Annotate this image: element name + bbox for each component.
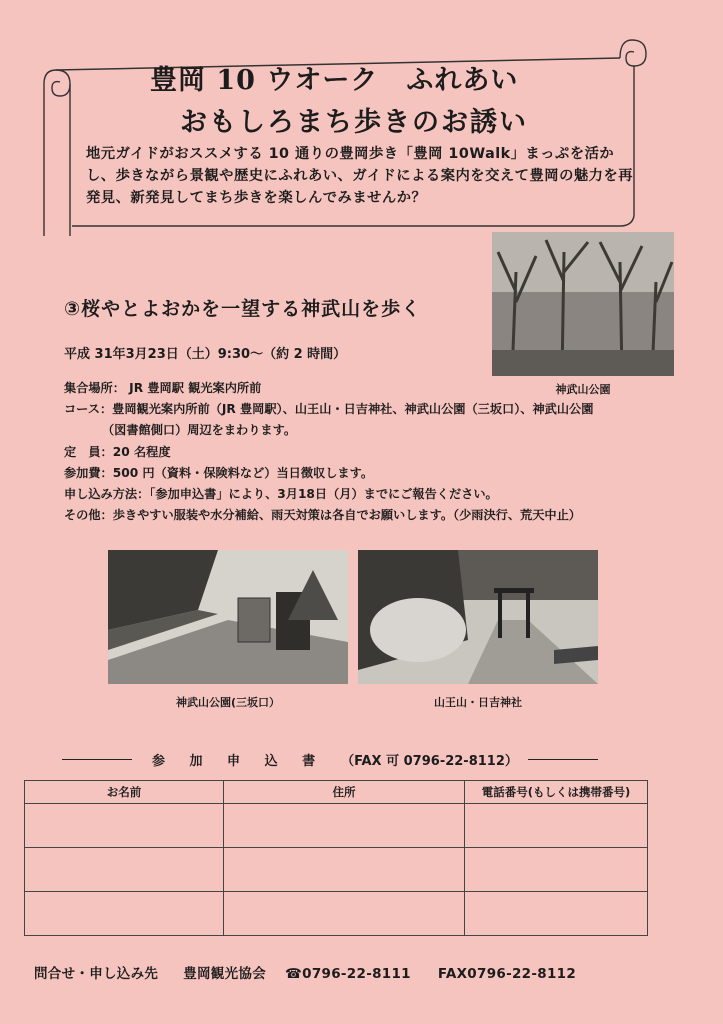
event-title: ③桜やとよおかを一望する神武山を歩く [64, 298, 422, 320]
phone-field[interactable] [465, 804, 648, 848]
photo-caption-top: 神武山公園 [555, 383, 611, 396]
form-title: 参 加 申 込 書 [152, 754, 326, 769]
phone-field[interactable] [465, 848, 648, 892]
meeting-place: 集合場所： JR 豊岡駅 観光案内所前 [64, 381, 262, 395]
column-address: 住所 [224, 781, 465, 804]
banner-title-line1: 豊岡 10 ウオーク ふれあい [150, 65, 519, 96]
application-method: 申し込み方法：「参加申込書」により、3月18日（月）までにご報告ください。 [64, 487, 498, 502]
column-name: お名前 [25, 781, 224, 804]
form-fax: （FAX 可 0796-22-8112） [341, 754, 518, 769]
table-row [25, 892, 648, 936]
misaka-entrance-photo [108, 550, 348, 684]
hiyoshi-shrine-photo [358, 550, 598, 684]
column-phone: 電話番号(もしくは携帯番号) [465, 781, 648, 804]
name-field[interactable] [25, 804, 224, 848]
contact-label: 問合せ・申し込み先 [34, 966, 159, 982]
name-field[interactable] [25, 892, 224, 936]
address-field[interactable] [224, 892, 465, 936]
table-header-row [25, 781, 648, 804]
banner-intro-text: 地元ガイドがおススメする 10 通りの豊岡歩き「豊岡 10Walk」まっぷを活かし、歩きながら景観や歴史にふれあい、ガイドによる案内を交えて豊岡の魅力を再発見、新発見してまち歩きを楽しんでみませんか？ [86, 146, 634, 206]
course-line1: コース：豊岡観光案内所前（JR 豊岡駅）、山王山・日吉神社、神武山公園（三坂口）、神武山公園 [64, 402, 594, 417]
contact-footer [34, 962, 576, 982]
other-notes: その他：歩きやすい服装や水分補給、雨天対策は各自でお願いします。（少雨決行、荒天中止） [64, 508, 581, 523]
name-field[interactable] [25, 848, 224, 892]
phone-field[interactable] [465, 892, 648, 936]
table-row [25, 804, 648, 848]
fee: 参加費：500 円（資料・保険料など）当日徴収します。 [64, 465, 374, 480]
contact-org: 豊岡観光協会 [183, 966, 267, 982]
form-heading [62, 750, 622, 769]
photo-caption-right: 山王山・日吉神社 [434, 696, 522, 709]
address-field[interactable] [224, 848, 465, 892]
jinmuyama-park-photo [492, 232, 674, 376]
application-form-table [24, 780, 648, 936]
table-row [25, 848, 648, 892]
address-field[interactable] [224, 804, 465, 848]
banner-title-line2: おもしろまち歩きのお誘い [180, 107, 528, 138]
heading-rule-left [62, 759, 132, 761]
event-details [64, 378, 674, 526]
capacity: 定 員：20 名程度 [64, 444, 171, 459]
heading-rule-right [528, 759, 598, 761]
course-line2: （図書館側口）周辺をまわります。 [102, 423, 297, 438]
contact-tel: ☎0796-22-8111 [285, 966, 411, 982]
event-date: 平成 31年3月23日（土）9:30～（約 2 時間） [64, 347, 347, 362]
photo-caption-left: 神武山公園(三坂口） [175, 696, 281, 709]
contact-fax: FAX0796-22-8112 [437, 966, 577, 982]
